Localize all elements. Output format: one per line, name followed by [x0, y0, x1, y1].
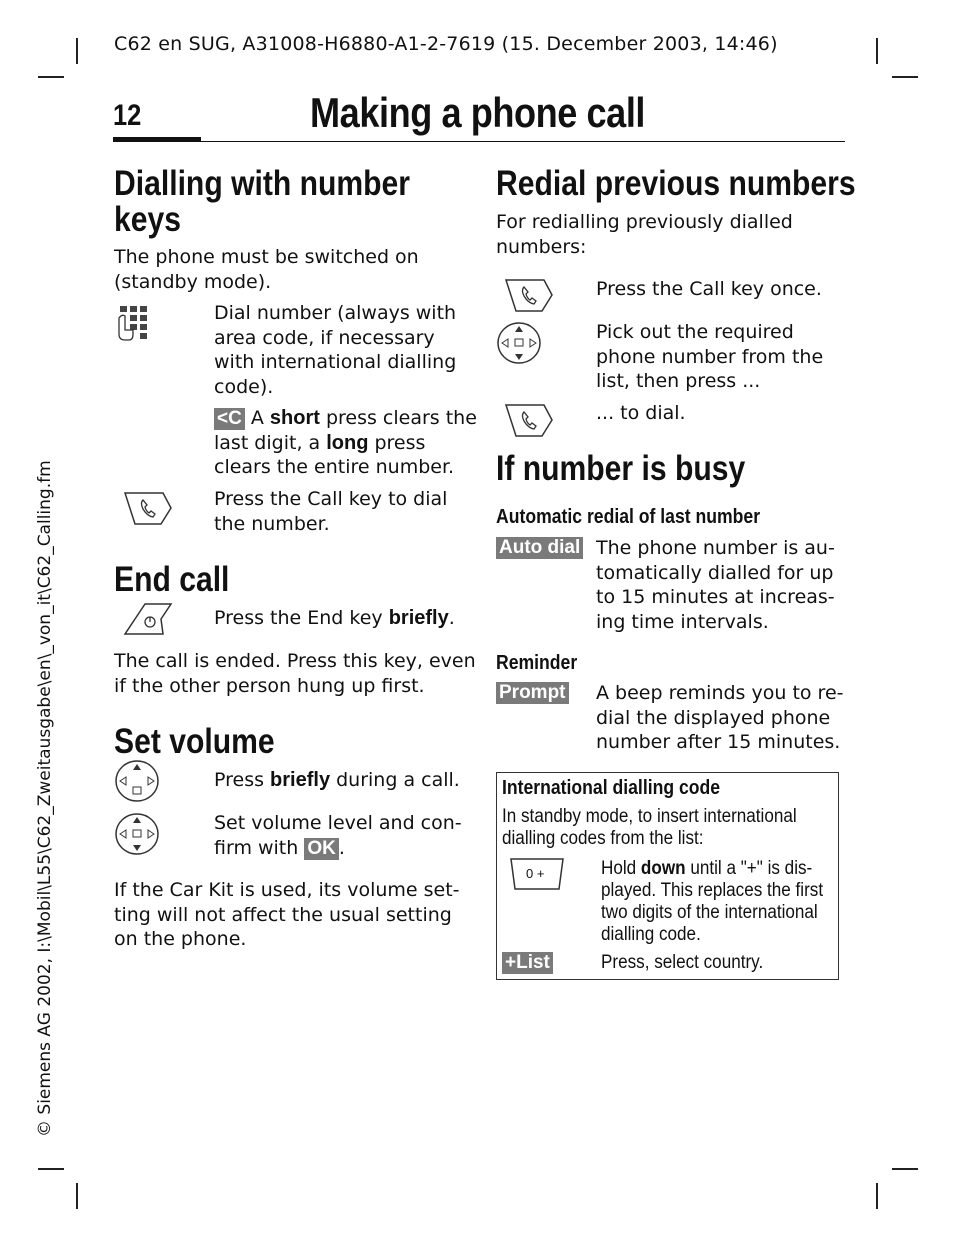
navigation-key-icon [496, 321, 542, 365]
call-key-icon [504, 402, 554, 438]
page-title: Making a phone call [310, 89, 646, 136]
auto-dial-softkey[interactable]: Auto dial [496, 537, 583, 559]
crop-mark [76, 38, 78, 64]
redial-step-call-key: Press the Call key once. [596, 278, 822, 300]
dialling-intro: The phone must be switched on (standby mode). [114, 246, 419, 293]
side-file-path: © Siemens AG 2002, I:\Mobil\L55\C62_Zweitausgabe\en\_von_it\C62_Calling.fm [35, 460, 55, 1137]
crop-mark [876, 1183, 878, 1209]
list-softkey[interactable]: +List [502, 952, 553, 974]
intl-box-hold-instruction: Hold down until a "+" is dis- played. This replaces the first two digits of the international dialling code. [601, 858, 824, 945]
dialling-step-dial-number: Dial number (always with area code, if necessary with international dialling code). [214, 302, 457, 398]
navigation-key-icon [114, 812, 160, 856]
page-number: 12 [113, 99, 142, 132]
page-number-bar [113, 137, 201, 142]
intl-box-heading: International dialling code [502, 777, 721, 799]
prompt-softkey[interactable]: Prompt [496, 682, 569, 704]
auto-redial-description: The phone number is au- tomatically dialled for up to 15 minutes at increas- ing time intervals. [596, 537, 835, 633]
volume-step-press: Press briefly during a call. [214, 769, 460, 791]
intl-box-intro: In standby mode, to insert international dialling codes from the list: [502, 806, 797, 849]
title-rule [201, 141, 845, 142]
end-key-icon [123, 601, 173, 637]
redial-step-dial: ... to dial. [596, 402, 686, 424]
end-call-note: The call is ended. Press this key, even if the other person hung up first. [114, 650, 476, 697]
keypad-icon [114, 304, 152, 344]
volume-step-set-level: Set volume level and con- firm with OK . [214, 812, 462, 859]
call-key-icon [123, 490, 173, 526]
crop-mark [38, 76, 64, 78]
document-reference: C62 en SUG, A31008-H6880-A1-2-7619 (15. December 2003, 14:46) [114, 33, 778, 55]
navigation-key-icon [114, 759, 160, 803]
section-heading-redial: Redial previous numbers [496, 164, 856, 203]
dialling-step-call-key: Press the Call key to dial the number. [214, 488, 448, 535]
volume-note: If the Car Kit is used, its volume set- ting will not affect the usual setting on the phone. [114, 879, 460, 950]
subheading-reminder: Reminder [496, 652, 578, 674]
intl-box-list-instruction: Press, select country. [601, 952, 764, 973]
zero-plus-key-label: 0 + [526, 866, 545, 881]
crop-mark [892, 76, 918, 78]
crop-mark [876, 38, 878, 64]
ok-softkey[interactable]: OK [304, 838, 339, 860]
section-heading-set-volume: Set volume [114, 722, 275, 761]
redial-step-select: Pick out the required phone number from the list, then press ... [596, 321, 824, 392]
dialling-clear-instruction: <C A short press clears the last digit, a long press clears the entire number. [214, 407, 477, 478]
section-heading-busy: If number is busy [496, 449, 746, 488]
crop-mark [892, 1168, 918, 1170]
section-heading-end-call: End call [114, 560, 230, 599]
subheading-auto-redial: Automatic redial of last number [496, 506, 761, 528]
redial-intro: For redialling previously dialled numbers: [496, 211, 793, 258]
crop-mark [38, 1168, 64, 1170]
call-key-icon [504, 277, 554, 313]
reminder-description: A beep reminds you to re- dial the displayed phone number after 15 minutes. [596, 682, 844, 753]
clear-softkey[interactable]: <C [214, 408, 245, 430]
end-call-step: Press the End key briefly. [214, 607, 455, 629]
crop-mark [76, 1183, 78, 1209]
section-heading-dialling: Dialling with number keys [114, 164, 411, 239]
